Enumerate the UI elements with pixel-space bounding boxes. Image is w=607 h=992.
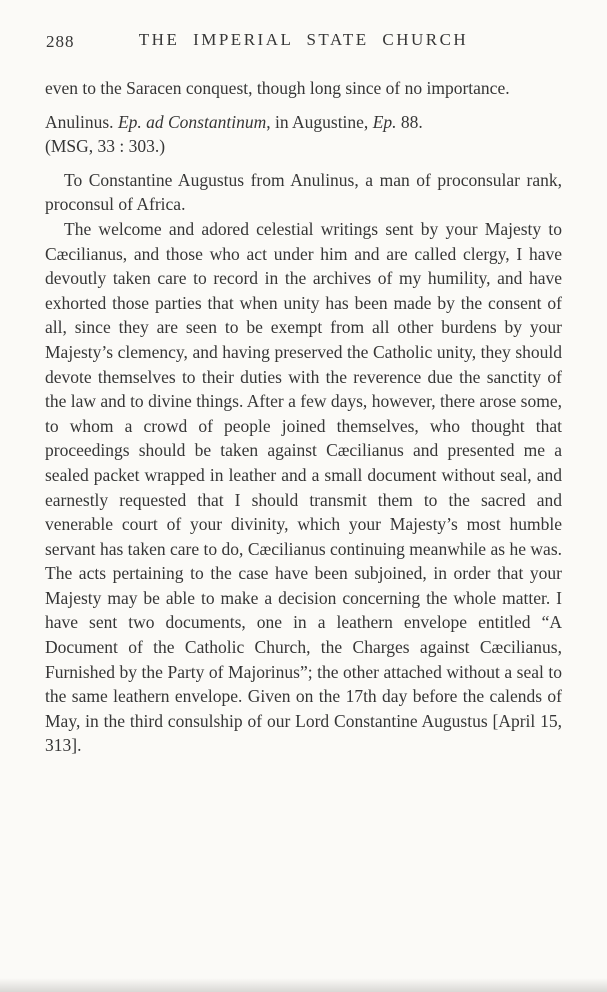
citation-segment-italic: Ep.	[372, 111, 397, 132]
paragraph-letter-body: The welcome and adored celestial writings sent by your Majesty to Cæcilianus, and those who act under him and are called clergy, I have devoutly taken care to record in the archives of my humility, and have exhorted those parties that when unity has been made by the consent of all, since they are seen to be exempt from all other burdens by your Majesty’s clemency, and having preserved the Catholic unity, they should devote themselves to their duties with the reverence due the sanctity of the law and to divine things. After a few days, however, there arose some, to whom a crowd of people joined themselves, who thought that proceedings should be taken against Cæcilianus and presented me a sealed packet wrapped in leather and a small document without seal, and earnestly requested that I should transmit them to the sacred and venerable court of your divinity, which your Majesty’s most humble servant has taken care to do, Cæcilianus continuing meanwhile as he was. The acts pertaining to the case have been subjoined, in order that your Majesty may be able to make a decision concerning the whole matter. I have sent two documents, one in a leathern envelope entitled “A Document of the Catholic Church, the Charges against Cæcilianus, Furnished by the Party of Majorinus”; the other attached without a seal to the same leathern envelope. Given on the 17th day before the calends of May, in the third consulship of our Lord Constantine Augustus [April 15, 313].	[45, 218, 562, 756]
paragraph-salutation: To Constantine Augustus from Anulinus, a man of proconsular rank, proconsul of Africa.	[45, 169, 562, 215]
citation-paragraph	[45, 110, 562, 159]
paragraph-continuation: even to the Saracen conquest, though long since of no importance.	[45, 78, 510, 98]
citation-source: (MSG, 33 : 303.)	[45, 136, 166, 157]
text-block	[45, 76, 562, 758]
running-title: THE IMPERIAL STATE CHURCH	[138, 30, 469, 49]
page-number: 288	[46, 32, 75, 51]
citation-segment: 88.	[396, 111, 423, 132]
citation-segment: Anulinus.	[45, 111, 118, 132]
citation-segment: , in Augustine,	[266, 111, 373, 132]
citation-segment-italic: Ep. ad Constantinum	[117, 111, 267, 132]
page-header	[45, 30, 562, 56]
